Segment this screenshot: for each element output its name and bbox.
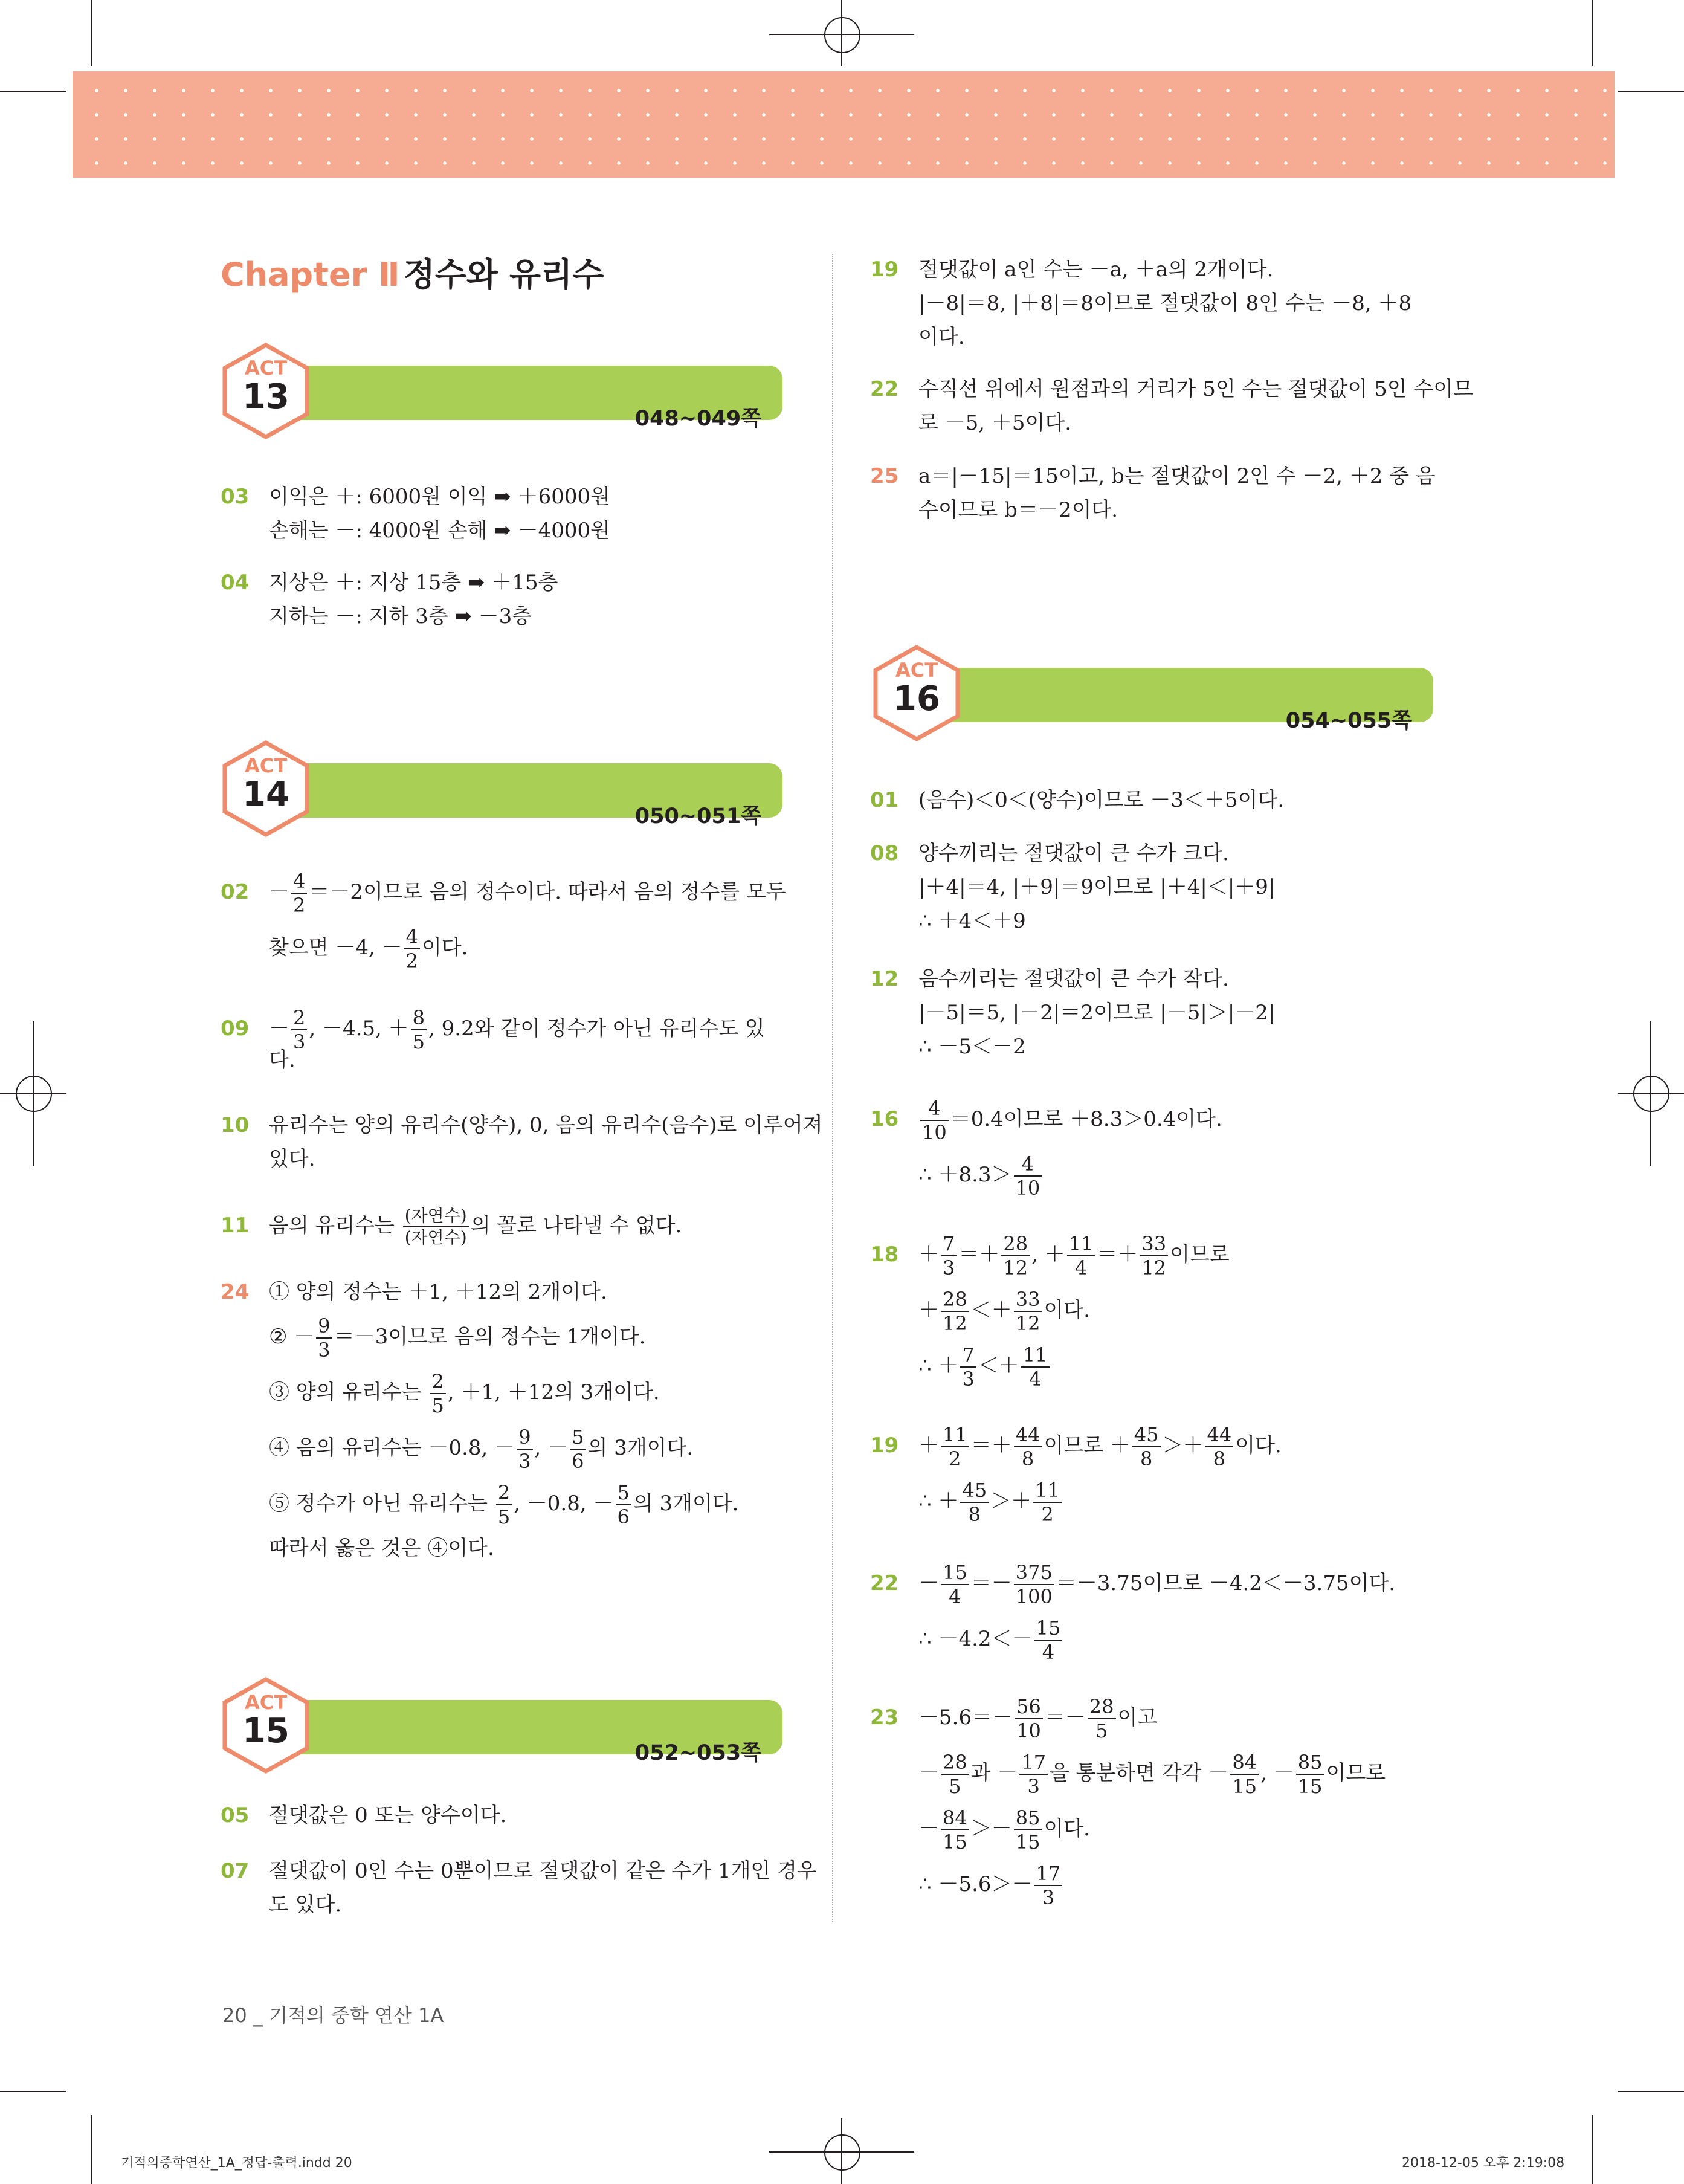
act-16-pages: 054~055쪽: [1285, 709, 1412, 733]
fraction: [941, 1808, 969, 1852]
text: 찾으면 －4, －: [269, 935, 402, 960]
denominator: 2: [1041, 1503, 1054, 1526]
numerator: 8: [411, 1008, 427, 1030]
fraction: [1140, 1234, 1168, 1278]
text: ∴ ＋: [918, 1489, 959, 1513]
text: ＝0.4이므로 ＋8.3＞0.4이다.: [950, 1107, 1222, 1131]
act-number: 16: [893, 679, 940, 719]
denominator: 5: [1095, 1719, 1108, 1742]
file-info: 기적의중학연산_1A_정답-출력.indd 20: [121, 2156, 352, 2171]
item-number: 08: [870, 841, 899, 865]
item-number: 09: [221, 1016, 250, 1041]
numerator: 84: [941, 1808, 969, 1830]
header-band: [73, 71, 1615, 178]
fraction: [1014, 1563, 1054, 1606]
text: －: [918, 1761, 939, 1785]
text: 이다.: [1044, 1817, 1090, 1841]
text: 음의 유리수는: [269, 1213, 401, 1238]
text: , ＋1, ＋12의 3개이다.: [447, 1380, 660, 1404]
numerator: 375: [1014, 1563, 1054, 1585]
text: ＜＋: [970, 1298, 1012, 1322]
denominator: 8: [1213, 1447, 1226, 1470]
numerator: 33: [1014, 1290, 1042, 1312]
denominator: 3: [1027, 1775, 1040, 1798]
fraction: [941, 1753, 969, 1796]
answer-line: 수직선 위에서 원점과의 거리가 5인 수는 절댓값이 5인 수이므: [918, 377, 1473, 401]
fraction: [960, 1345, 976, 1389]
numerator: 4: [291, 871, 307, 894]
item-number: 18: [870, 1242, 899, 1267]
denominator: 4: [1042, 1641, 1055, 1664]
numerator: 11: [1067, 1234, 1095, 1256]
fraction: [1296, 1753, 1324, 1796]
text: ＞＋: [1162, 1433, 1204, 1458]
numerator: 28: [1001, 1234, 1030, 1256]
denominator: 5: [431, 1394, 444, 1417]
answer-line: 유리수는 양의 유리수(양수), 0, 음의 유리수(음수)로 이루어져: [269, 1113, 823, 1137]
denominator: 2: [405, 949, 418, 972]
text: 이므로: [1170, 1242, 1230, 1267]
denominator: 15: [1232, 1775, 1257, 1798]
text: －: [269, 880, 289, 904]
act-15-bar: [257, 1700, 782, 1765]
act-number: 13: [242, 377, 289, 416]
numerator: 45: [960, 1481, 989, 1503]
print-date: 2018-12-05 오후 2:19:08: [1402, 2156, 1565, 2171]
numerator: 11: [941, 1425, 969, 1447]
item-number: 12: [870, 967, 899, 991]
text: , －: [534, 1436, 569, 1460]
act-label: ACT: [244, 1691, 288, 1714]
answer-line: 절댓값은 0 또는 양수이다.: [269, 1803, 507, 1827]
page-footer: 20 _ 기적의 중학 연산 1A: [222, 2004, 444, 2027]
denominator: 3: [293, 1030, 306, 1053]
fraction: [920, 1099, 949, 1142]
text: －5.6＝－: [918, 1705, 1013, 1730]
answer-line: 다.: [269, 1048, 295, 1072]
denominator: 4: [949, 1585, 961, 1608]
text: ＝－: [1044, 1705, 1086, 1730]
denominator: 12: [1015, 1312, 1040, 1335]
numerator: 84: [1230, 1753, 1259, 1775]
denominator: 5: [412, 1030, 425, 1053]
answer-line: a＝|－15|＝15이고, b는 절댓값이 2인 수 －2, ＋2 중 음: [918, 464, 1436, 488]
fraction: [496, 1483, 512, 1527]
text: 의 3개이다.: [633, 1491, 739, 1516]
denominator: 8: [968, 1503, 981, 1526]
text: ＝－3.75이므로 －4.2＜－3.75이다.: [1056, 1571, 1396, 1595]
text: ＞＋: [990, 1489, 1032, 1513]
text: 을 통분하면 각각 －: [1050, 1761, 1229, 1785]
text: －: [269, 1016, 289, 1041]
answer-line: 따라서 옳은 것은 ④이다.: [269, 1536, 494, 1560]
item-number: 07: [221, 1859, 250, 1883]
numerator: 17: [1034, 1864, 1063, 1886]
fraction: [941, 1234, 957, 1278]
fraction: [1034, 1618, 1063, 1662]
numerator: 2: [291, 1008, 307, 1030]
answer-line: 음수끼리는 절댓값이 큰 수가 작다.: [918, 967, 1229, 991]
text: ∴ －4.2＜－: [918, 1627, 1033, 1651]
text: ∴ ＋: [918, 1354, 959, 1378]
denominator: 3: [962, 1368, 975, 1391]
item-number: 03: [221, 485, 250, 509]
answer-line: ∴ ＋4＜＋9: [918, 909, 1026, 933]
denominator: 12: [1141, 1256, 1167, 1279]
act-13-header: [221, 343, 786, 439]
denominator: 3: [518, 1450, 531, 1473]
text: 이고: [1117, 1705, 1158, 1730]
answer-line: ∴ －5＜－2: [918, 1035, 1026, 1059]
text: , 9.2와 같이 정수가 아닌 유리수도 있: [428, 1016, 765, 1041]
item-number: 25: [870, 464, 899, 488]
denominator: 2: [949, 1447, 961, 1470]
numerator: 28: [941, 1753, 969, 1775]
text: ＋: [918, 1242, 939, 1267]
fraction: [941, 1290, 969, 1333]
item-number: 19: [870, 257, 899, 282]
fraction: [941, 1425, 969, 1468]
denominator: 5: [949, 1775, 961, 1798]
item-number: 01: [870, 788, 899, 812]
text: , －: [1260, 1761, 1294, 1785]
text: ∴ －5.6＞－: [918, 1872, 1033, 1896]
numerator: 44: [1205, 1425, 1234, 1447]
fraction: [1014, 1425, 1042, 1468]
item-number: 10: [221, 1113, 250, 1137]
numerator: 85: [1296, 1753, 1324, 1775]
fraction: [1067, 1234, 1095, 1278]
act-14-header: [221, 740, 786, 837]
answer-line: 절댓값이 0인 수는 0뿐이므로 절댓값이 같은 수가 1개인 경우: [269, 1859, 817, 1883]
text: ∴ ＋8.3＞: [918, 1163, 1012, 1187]
numerator: 7: [960, 1345, 976, 1368]
fraction: [1034, 1864, 1063, 1907]
fraction: [1019, 1753, 1048, 1796]
text: ＝＋: [958, 1242, 1000, 1267]
text: ＞－: [970, 1817, 1012, 1841]
item-number: 24: [221, 1280, 250, 1304]
answer-line: ① 양의 정수는 ＋1, ＋12의 2개이다.: [269, 1280, 607, 1304]
text: ＝＋: [1097, 1242, 1138, 1267]
fraction: [570, 1427, 586, 1471]
act-14-bar: [257, 763, 782, 829]
denominator: (자연수): [404, 1227, 467, 1247]
act-number: 15: [242, 1711, 289, 1751]
fraction: [1001, 1234, 1030, 1278]
fraction: [517, 1427, 532, 1471]
fraction: [1033, 1481, 1062, 1524]
numerator: 33: [1140, 1234, 1168, 1256]
answer-line: 수이므로 b＝－2이다.: [918, 498, 1118, 522]
fraction: [403, 1207, 469, 1246]
numerator: (자연수): [403, 1207, 469, 1227]
denominator: 6: [617, 1505, 630, 1528]
numerator: 28: [1088, 1697, 1116, 1719]
act-number: 14: [242, 775, 289, 814]
text: ④ 음의 유리수는 －0.8, －: [269, 1436, 515, 1460]
denominator: 12: [1003, 1256, 1028, 1279]
item-number: 22: [870, 1571, 899, 1595]
denominator: 10: [922, 1121, 947, 1144]
fraction: [941, 1563, 969, 1606]
numerator: 4: [404, 927, 420, 949]
numerator: 85: [1014, 1808, 1042, 1830]
act-label: ACT: [244, 357, 288, 380]
text: , －4.5, ＋: [309, 1016, 409, 1041]
act-15-pages: 052~053쪽: [634, 1741, 761, 1765]
denominator: 12: [943, 1312, 967, 1335]
answer-line: 지하는 －: 지하 3층 ➡ －3층: [269, 604, 532, 628]
text: , ＋: [1031, 1242, 1065, 1267]
act-label: ACT: [895, 659, 938, 682]
text: 이다.: [1044, 1298, 1090, 1322]
numerator: 7: [941, 1234, 957, 1256]
act-13-pages: 048~049쪽: [634, 407, 761, 431]
answer-line: 지상은 ＋: 지상 15층 ➡ ＋15층: [269, 570, 558, 595]
numerator: 56: [1015, 1697, 1043, 1719]
text: ＝－2이므로 음의 정수이다. 따라서 음의 정수를 모두: [309, 880, 786, 904]
numerator: 2: [496, 1483, 512, 1505]
numerator: 4: [1014, 1154, 1042, 1177]
answer-line: 절댓값이 a인 수는 －a, ＋a의 2개이다.: [918, 257, 1274, 282]
answer-line: (음수)＜0＜(양수)이므로 －3＜＋5이다.: [918, 788, 1285, 812]
fraction: [1132, 1425, 1161, 1468]
fraction: [1205, 1425, 1234, 1468]
denominator: 15: [1015, 1830, 1040, 1853]
denominator: 8: [1021, 1447, 1034, 1470]
fraction: [1021, 1345, 1050, 1389]
fraction: [1015, 1697, 1043, 1740]
text: ③ 양의 유리수는: [269, 1380, 428, 1404]
text: 과 －: [970, 1761, 1018, 1785]
text: ＋: [918, 1298, 939, 1322]
denominator: 4: [1028, 1368, 1042, 1391]
text: ② －: [269, 1325, 315, 1349]
fraction: [616, 1483, 631, 1527]
fraction: [430, 1372, 446, 1415]
fraction: [291, 871, 307, 915]
denominator: 3: [318, 1339, 331, 1362]
numerator: 9: [316, 1316, 332, 1339]
denominator: 8: [1140, 1447, 1153, 1470]
denominator: 5: [497, 1505, 511, 1528]
act-label: ACT: [244, 754, 288, 777]
answer-line: |－5|＝5, |－2|＝2이므로 |－5|＞|－2|: [918, 1001, 1276, 1025]
fraction: [404, 927, 420, 971]
item-number: 02: [221, 880, 250, 904]
denominator: 15: [943, 1830, 967, 1853]
item-number: 11: [221, 1213, 250, 1238]
numerator: 4: [920, 1099, 949, 1121]
text: ⑤ 정수가 아닌 유리수는: [269, 1491, 494, 1516]
answer-line: |－8|＝8, |＋8|＝8이므로 절댓값이 8인 수는 －8, ＋8: [918, 291, 1412, 315]
answer-line: 이다.: [918, 325, 965, 349]
act-15-header: [221, 1677, 786, 1774]
denominator: 4: [1074, 1256, 1088, 1279]
item-number: 16: [870, 1107, 899, 1131]
numerator: 44: [1014, 1425, 1042, 1447]
fraction: [1014, 1808, 1042, 1852]
numerator: 28: [941, 1290, 969, 1312]
fraction: [1014, 1290, 1042, 1333]
item-number: 04: [221, 570, 250, 595]
answer-line: 있다.: [269, 1147, 315, 1171]
numerator: 5: [616, 1483, 631, 1505]
chapter-name: 정수와 유리수: [403, 256, 604, 294]
fraction: [1230, 1753, 1259, 1796]
numerator: 17: [1019, 1753, 1048, 1775]
fraction: [1014, 1154, 1042, 1198]
text: －: [918, 1571, 939, 1595]
text: ＝－3이므로 음의 정수는 1개이다.: [334, 1325, 646, 1349]
fraction: [960, 1481, 989, 1524]
text: ＝－: [970, 1571, 1012, 1595]
text: 이므로 ＋: [1044, 1433, 1131, 1458]
column-divider: [832, 254, 833, 1922]
denominator: 15: [1297, 1775, 1323, 1798]
item-number: 19: [870, 1433, 899, 1458]
denominator: 100: [1015, 1585, 1053, 1608]
chapter-prefix: Chapter Ⅱ: [221, 256, 400, 294]
act-13-bar: [257, 366, 782, 431]
text: 이다.: [1235, 1433, 1282, 1458]
fraction: [411, 1008, 427, 1052]
numerator: 5: [570, 1427, 586, 1450]
numerator: 11: [1033, 1481, 1062, 1503]
text: ＝＋: [970, 1433, 1012, 1458]
text: 이므로: [1326, 1761, 1386, 1785]
fraction: [1088, 1697, 1116, 1740]
answer-line: 도 있다.: [269, 1893, 342, 1917]
answer-line: |＋4|＝4, |＋9|＝9이므로 |＋4|＜|＋9|: [918, 875, 1276, 899]
text: ＜＋: [978, 1354, 1019, 1378]
text: , －0.8, －: [514, 1491, 614, 1516]
answer-line: 손해는 －: 4000원 손해 ➡ －4000원: [269, 519, 610, 543]
act-16-bar: [908, 668, 1433, 733]
denominator: 3: [1042, 1886, 1055, 1909]
numerator: 45: [1132, 1425, 1161, 1447]
denominator: 10: [1016, 1719, 1041, 1742]
fraction: [316, 1316, 332, 1360]
numerator: 9: [517, 1427, 532, 1450]
answer-line: 이익은 ＋: 6000원 이익 ➡ ＋6000원: [269, 485, 610, 509]
chapter-title: [221, 249, 604, 296]
denominator: 10: [1015, 1177, 1040, 1200]
answer-line: 양수끼리는 절댓값이 큰 수가 크다.: [918, 841, 1229, 865]
denominator: 6: [572, 1450, 584, 1473]
text: ＋: [918, 1433, 939, 1458]
act-14-pages: 050~051쪽: [634, 804, 761, 829]
item-number: 05: [221, 1803, 250, 1827]
denominator: 3: [943, 1256, 955, 1279]
numerator: 15: [941, 1563, 969, 1585]
numerator: 2: [430, 1372, 446, 1394]
item-number: 22: [870, 377, 899, 401]
act-16-header: [871, 645, 1436, 741]
numerator: 15: [1034, 1618, 1063, 1641]
item-number: 23: [870, 1705, 899, 1730]
numerator: 11: [1021, 1345, 1050, 1368]
text: 의 3개이다.: [587, 1436, 694, 1460]
answer-line: 로 －5, ＋5이다.: [918, 411, 1072, 435]
text: 의 꼴로 나타낼 수 없다.: [470, 1213, 682, 1238]
text: 이다.: [421, 935, 468, 960]
denominator: 2: [293, 894, 306, 917]
text: －: [918, 1817, 939, 1841]
